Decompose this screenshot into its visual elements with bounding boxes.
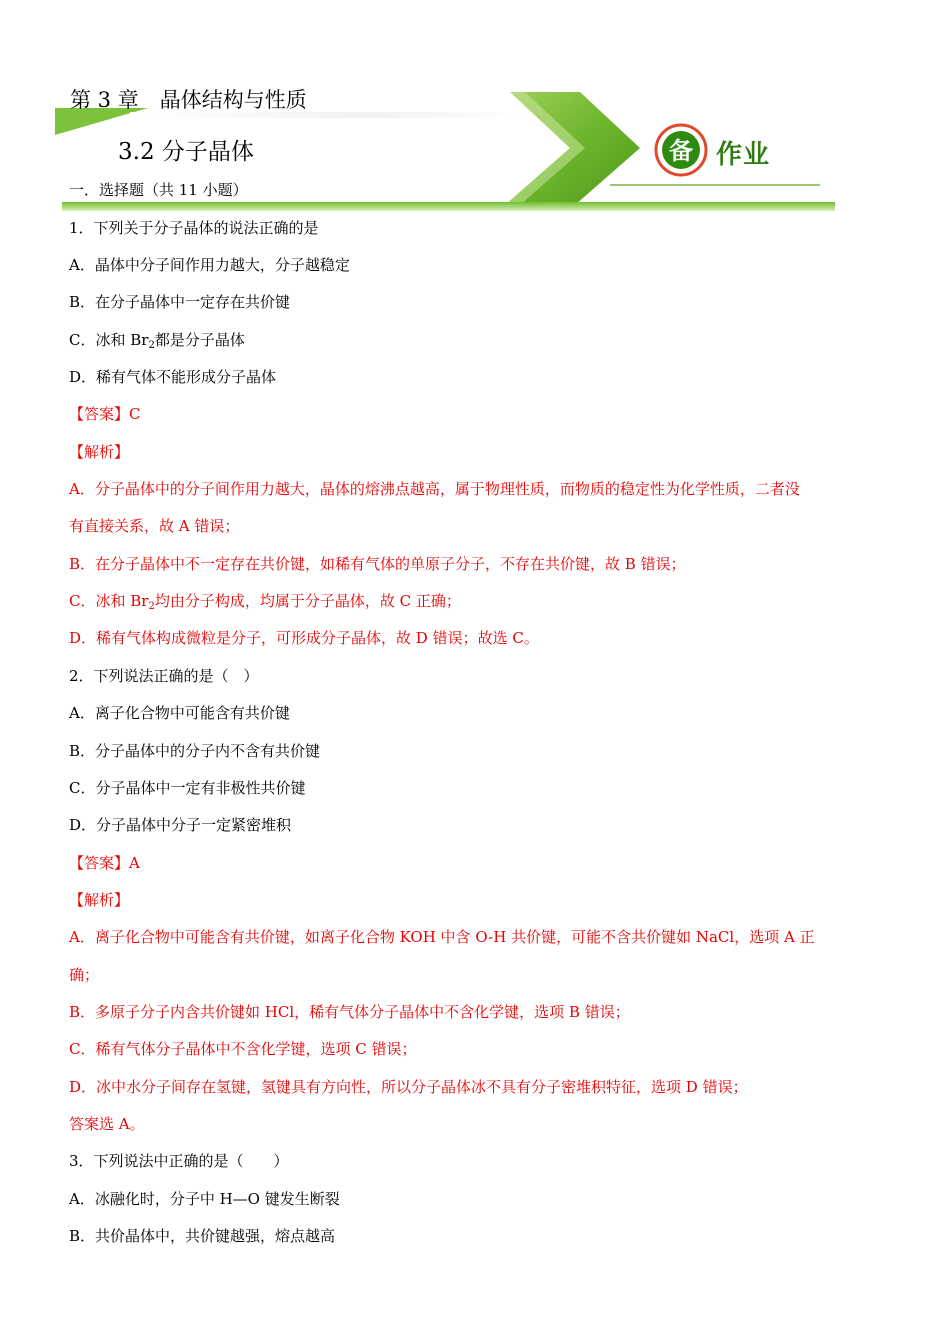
question-2-option-d: D．分子晶体中分子一定紧密堆积	[69, 816, 292, 834]
question-2-conclusion: 答案选 A。	[69, 1115, 145, 1133]
question-2-analysis-b: B．多原子分子内含共价键如 HCl，稀有气体分子晶体中不含化学键，选项 B 错误；	[69, 1003, 630, 1021]
chapter-title: 第 3 章 晶体结构与性质	[70, 88, 307, 112]
question-1-option-b: B．在分子晶体中一定存在共价键	[69, 293, 291, 311]
question-2-option-a: A．离子化合物中可能含有共价键	[69, 704, 290, 722]
q1-option-c-suffix: 都是分子晶体	[154, 331, 245, 349]
question-1-analysis-b: B．在分子晶体中不一定存在共价键，如稀有气体的单原子分子，不存在共价键，故 B 错误；	[69, 555, 686, 573]
question-1-analysis-d: D．稀有气体构成微粒是分子，可形成分子晶体，故 D 错误；故选 C。	[69, 629, 539, 647]
question-3-option-b: B．共价晶体中，共价键越强，熔点越高	[69, 1227, 336, 1245]
question-2-analysis-d: D．冰中水分子间存在氢键，氢键具有方向性，所以分子晶体冰不具有分子密堆积特征，选项 D 错误；	[69, 1078, 748, 1096]
question-1-stem: 1．下列关于分子晶体的说法正确的是	[69, 219, 319, 237]
question-3-stem: 3．下列说法中正确的是（ ）	[69, 1152, 289, 1170]
badge-label: 作业	[716, 140, 771, 170]
question-2-analysis-label: 【解析】	[69, 891, 130, 909]
q1-analysis-c-prefix: C．冰和 Br	[69, 592, 149, 610]
question-2-analysis-c: C．稀有气体分子晶体中不含化学键，选项 C 错误；	[69, 1040, 417, 1058]
question-2-analysis-a-line1: A．离子化合物中可能含有共价键，如离子化合物 KOH 中含 O-H 共价键，可能不含共价键如 NaCl，选项 A 正	[69, 928, 815, 946]
question-1-analysis-label: 【解析】	[69, 443, 130, 461]
question-1-answer: 【答案】C	[69, 405, 141, 423]
question-1-option-a: A．晶体中分子间作用力越大，分子越稳定	[69, 256, 350, 274]
part-heading: 一．选择题（共 11 小题）	[69, 181, 248, 199]
q1-analysis-c-suffix: 均由分子构成，均属于分子晶体，故 C 正确；	[154, 592, 461, 610]
q1-analysis-c-subscript: 2	[148, 601, 155, 612]
question-1-option-d: D．稀有气体不能形成分子晶体	[69, 368, 277, 386]
q1-option-c-subscript: 2	[148, 340, 155, 351]
question-3-option-a: A．冰融化时，分子中 H—O 键发生断裂	[69, 1190, 340, 1208]
question-1-analysis-c	[69, 591, 461, 611]
question-2-analysis-a-line2: 确；	[69, 966, 100, 984]
question-1-option-c	[69, 330, 245, 350]
question-2-answer: 【答案】A	[69, 854, 140, 872]
badge-character: 备	[669, 137, 693, 165]
q1-option-c-prefix: C．冰和 Br	[69, 331, 149, 349]
question-1-analysis-a-line2: 有直接关系，故 A 错误；	[69, 517, 240, 535]
section-title: 3.2 分子晶体	[118, 139, 254, 165]
question-2-option-c: C．分子晶体中一定有非极性共价键	[69, 779, 306, 797]
question-1-analysis-a-line1: A．分子晶体中的分子间作用力越大，晶体的熔沸点越高，属于物理性质，而物质的稳定性为化学性质，二者没	[69, 480, 800, 498]
question-2-stem: 2．下列说法正确的是（ ）	[69, 667, 259, 685]
question-2-option-b: B．分子晶体中的分子内不含有共价键	[69, 742, 321, 760]
